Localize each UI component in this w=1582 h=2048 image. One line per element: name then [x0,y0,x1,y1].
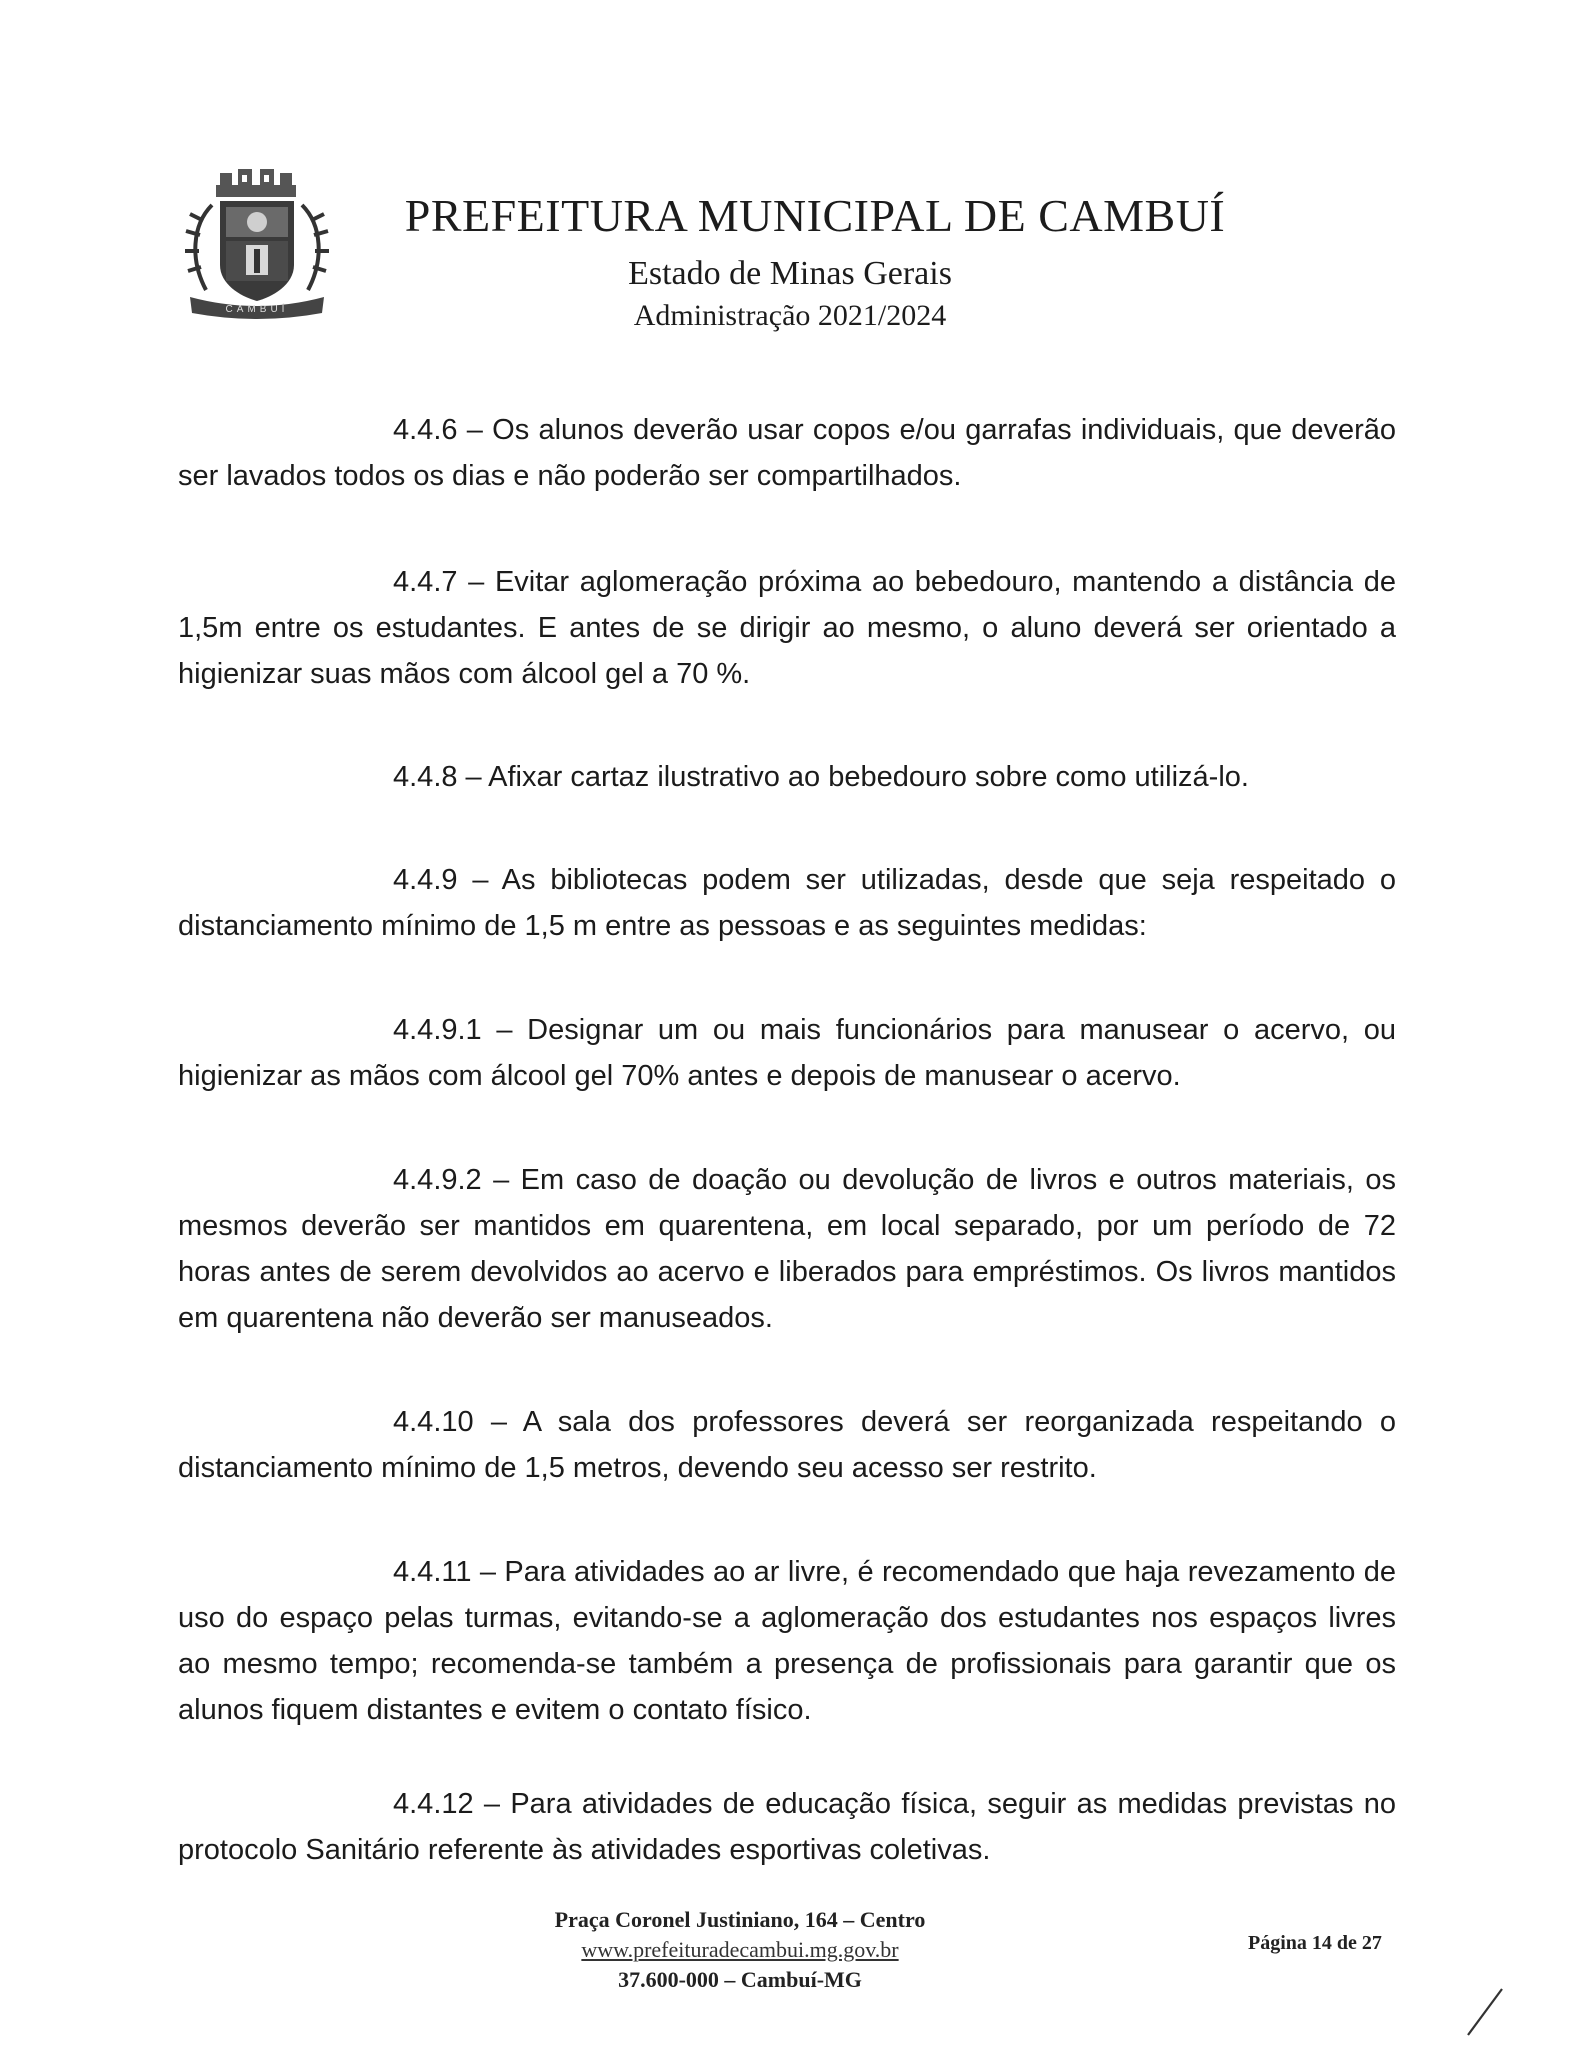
initial-mark-stroke [1462,1985,1507,2040]
paragraph-4-4-9-1: 4.4.9.1 – Designar um ou mais funcionários para manusear o acervo, ou higienizar as mãos com álcool gel 70% antes e depois de manusear o acervo. [178,1014,1396,1092]
paragraph-4-4-10: 4.4.10 – A sala dos professores deverá ser reorganizada respeitando o distanciamento mínimo de 1,5 metros, devendo seu acesso ser restrito. [178,1406,1396,1484]
header-state: Estado de Minas Gerais [628,255,952,292]
paragraph-4-4-11: 4.4.11 – Para atividades ao ar livre, é recomendado que haja revezamento de uso do espaço pelas turmas, evitando-se a aglomeração dos estudantes nos espaços livres ao mesmo tempo; recomenda-se também a presença de profissionais para garantir que os alunos fiquem distantes e evitem o contato físico. [178,1556,1396,1726]
letterhead [340,188,1290,336]
paragraph-4-4-8: 4.4.8 – Afixar cartaz ilustrativo ao bebedouro sobre como utilizá-lo. [393,761,1249,793]
footer-address-block [430,1905,1050,1995]
paragraph-4-4-9: 4.4.9 – As bibliotecas podem ser utilizadas, desde que seja respeitado o distanciamento mínimo de 1,5 m entre as pessoas e as seguintes medidas: [178,864,1396,942]
header-administration: Administração 2021/2024 [633,299,947,332]
paragraph-4-4-7: 4.4.7 – Evitar aglomeração próxima ao bebedouro, mantendo a distância de 1,5m entre os estudantes. E antes de se dirigir ao mesmo, o aluno deverá ser orientado a higienizar suas mãos com álcool gel a 70 %. [178,566,1396,690]
paragraph-4-4-9-2: 4.4.9.2 – Em caso de doação ou devolução de livros e outros materiais, os mesmos deverão ser mantidos em quarentena, em local separado, por um período de 72 horas antes de serem devolvidos ao acervo e liberados para empréstimos. Os livros mantidos em quarentena não deverão ser manuseados. [178,1164,1396,1334]
paragraph-4-4-6: 4.4.6 – Os alunos deverão usar copos e/ou garrafas individuais, que deverão ser lavados todos os dias e não poderão ser compartilhados. [178,414,1396,492]
header-title: PREFEITURA MUNICIPAL DE CAMBUÍ [404,190,1226,241]
page-number: Página 14 de 27 [1248,1932,1382,1954]
paragraph-4-4-12: 4.4.12 – Para atividades de educação física, seguir as medidas previstas no protocolo Sanitário referente às atividades esportivas coletivas. [178,1788,1396,1866]
footer-website-link[interactable]: www.prefeituradecambui.mg.gov.br [581,1937,899,1962]
footer-address: Praça Coronel Justiniano, 164 – Centro [554,1907,926,1932]
crest-banner-text: CAMBUÍ [225,304,289,315]
footer-cep-city: 37.600-000 – Cambuí-MG [618,1967,862,1992]
